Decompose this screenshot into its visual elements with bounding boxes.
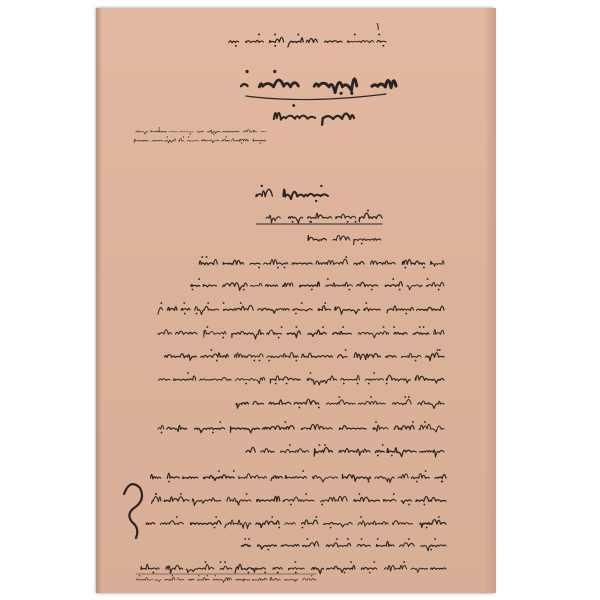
handwriting-layer [96, 8, 494, 593]
subtitle [274, 104, 354, 125]
salutation [266, 210, 382, 223]
body-paragraph-3 [158, 302, 444, 409]
dedication-line [229, 34, 386, 47]
section-heading [256, 185, 328, 202]
footnote [136, 575, 316, 582]
title-flourish [246, 94, 386, 100]
side-note [134, 127, 266, 143]
margin-scribble [124, 484, 142, 538]
body-paragraph-2 [191, 256, 444, 290]
main-title [241, 70, 396, 95]
body-paragraph-1 [308, 235, 381, 244]
page-number: ١ [375, 20, 381, 33]
body-paragraph-5 [141, 470, 446, 574]
body-paragraph-4 [158, 421, 444, 457]
